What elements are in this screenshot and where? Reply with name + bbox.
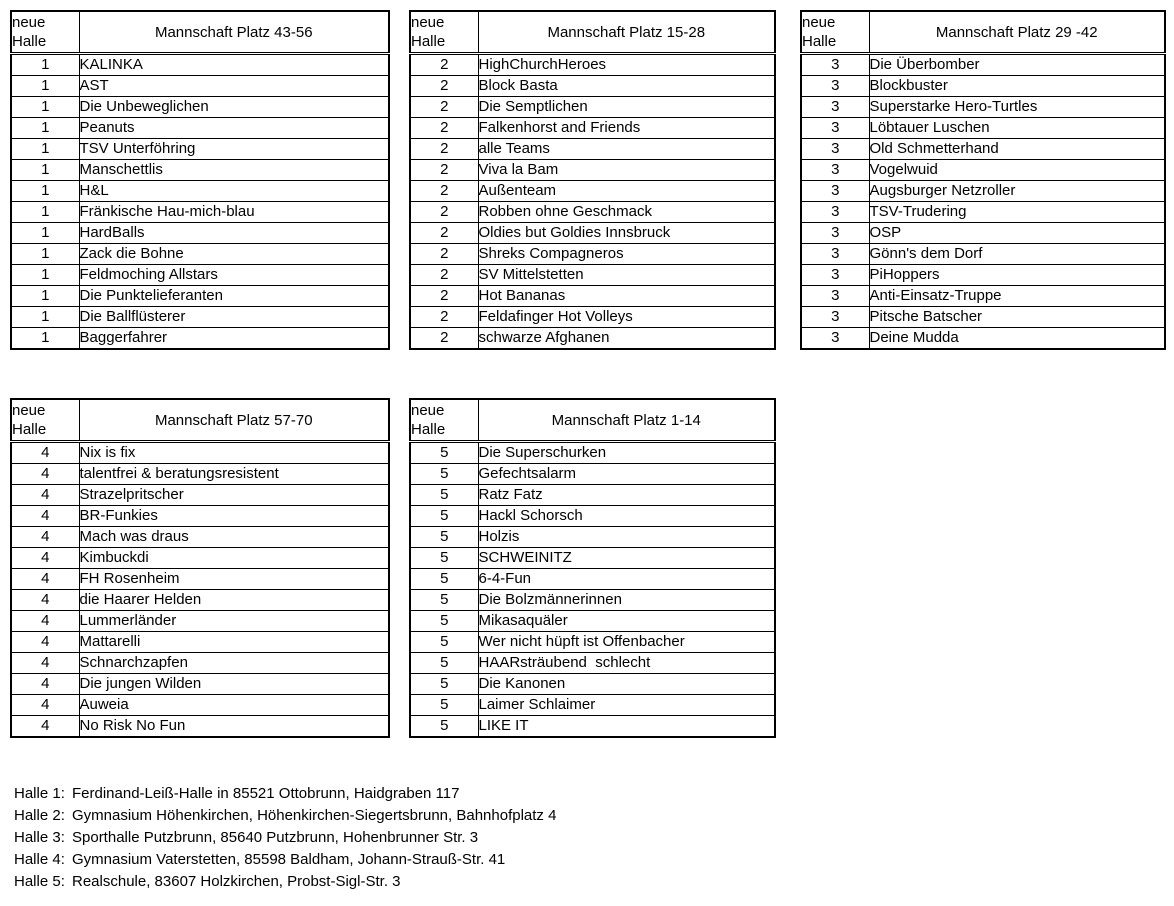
team-row [11,286,389,307]
team-name-cell: Wer nicht hüpft ist Offenbacher [478,632,775,653]
hall-number-cell: 5 [410,611,478,632]
team-row [801,265,1165,286]
hall-number-cell: 4 [11,506,79,527]
header-mannschaft-platz: Mannschaft Platz 1-14 [478,399,775,442]
team-name-cell: Die Bolzmännerinnen [478,590,775,611]
team-row [410,695,775,716]
team-name-cell: HighChurchHeroes [478,54,775,76]
table-body [801,54,1165,350]
hall-number-cell: 5 [410,653,478,674]
header-row [410,399,775,442]
team-row [410,464,775,485]
team-row [801,223,1165,244]
team-row [410,223,775,244]
team-row [11,632,389,653]
team-name-cell: Feldmoching Allstars [79,265,389,286]
team-row [801,97,1165,118]
hall-number-cell: 5 [410,569,478,590]
hall-number-cell: 2 [410,223,478,244]
hall-label: Halle 1: [14,785,65,802]
header-neue-halle: neue Halle [11,11,79,54]
hall-number-cell: 3 [801,244,869,265]
team-name-cell: Die jungen Wilden [79,674,389,695]
team-row [410,442,775,464]
hall-number-cell: 5 [410,548,478,569]
hall-number-cell: 4 [11,590,79,611]
hall-number-cell: 4 [11,611,79,632]
team-row [801,54,1165,76]
hall-number-cell: 1 [11,244,79,265]
team-name-cell: Fränkische Hau-mich-blau [79,202,389,223]
team-row [410,674,775,695]
hall-number-cell: 4 [11,548,79,569]
team-name-cell: KALINKA [79,54,389,76]
team-row [801,139,1165,160]
team-name-cell: 6-4-Fun [478,569,775,590]
header-row [801,11,1165,54]
team-row [801,76,1165,97]
hall-number-cell: 1 [11,265,79,286]
team-row [410,307,775,328]
hall-number-cell: 4 [11,464,79,485]
team-row [11,506,389,527]
team-row [410,569,775,590]
team-row [410,632,775,653]
hall-number-cell: 3 [801,265,869,286]
team-name-cell: Gefechtsalarm [478,464,775,485]
hall-number-cell: 5 [410,590,478,611]
team-name-cell: Mattarelli [79,632,389,653]
team-row [801,244,1165,265]
team-name-cell: Vogelwuid [869,160,1165,181]
hall-number-cell: 2 [410,244,478,265]
hall-number-cell: 5 [410,442,478,464]
team-name-cell: AST [79,76,389,97]
team-name-cell: SCHWEINITZ [478,548,775,569]
hall-table-platz-29-42 [800,10,1166,350]
team-name-cell: Strazelpritscher [79,485,389,506]
hall-label: Halle 5: [14,873,65,890]
hall-table-platz-15-28 [409,10,776,350]
hall-number-cell: 2 [410,97,478,118]
table-body [11,54,389,350]
hall-number-cell: 2 [410,160,478,181]
team-name-cell: Löbtauer Luschen [869,118,1165,139]
header-neue-halle: neue Halle [410,399,478,442]
hall-number-cell: 5 [410,485,478,506]
hall-number-cell: 4 [11,527,79,548]
team-row [11,160,389,181]
header-row [11,11,389,54]
table-header [410,399,775,442]
team-name-cell: Die Unbeweglichen [79,97,389,118]
hall-number-cell: 5 [410,632,478,653]
team-row [410,97,775,118]
table-body [410,442,775,738]
hall-address: Gymnasium Höhenkirchen, Höhenkirchen-Siegertsbrunn, Bahnhofplatz 4 [72,807,557,824]
team-name-cell: Manschettlis [79,160,389,181]
hall-address-line [14,783,556,805]
team-name-cell: Außenteam [478,181,775,202]
hall-number-cell: 4 [11,674,79,695]
team-name-cell: Die Überbomber [869,54,1165,76]
hall-number-cell: 3 [801,97,869,118]
hall-number-cell: 4 [11,653,79,674]
team-row [801,328,1165,350]
header-mannschaft-platz: Mannschaft Platz 29 -42 [869,11,1165,54]
team-row [11,244,389,265]
hall-number-cell: 4 [11,632,79,653]
hall-number-cell: 5 [410,716,478,738]
team-row [11,485,389,506]
hall-label: Halle 4: [14,851,65,868]
header-mannschaft-platz: Mannschaft Platz 43-56 [79,11,389,54]
hall-number-cell: 4 [11,485,79,506]
team-name-cell: OSP [869,223,1165,244]
hall-label: Halle 2: [14,807,65,824]
team-name-cell: Schnarchzapfen [79,653,389,674]
team-name-cell: HardBalls [79,223,389,244]
team-row [410,265,775,286]
hall-number-cell: 4 [11,442,79,464]
team-name-cell: Ratz Fatz [478,485,775,506]
header-mannschaft-platz: Mannschaft Platz 15-28 [478,11,775,54]
team-name-cell: Auweia [79,695,389,716]
hall-number-cell: 3 [801,181,869,202]
team-row [801,307,1165,328]
team-name-cell: Pitsche Batscher [869,307,1165,328]
team-name-cell: Die Semptlichen [478,97,775,118]
hall-number-cell: 2 [410,328,478,350]
team-name-cell: Baggerfahrer [79,328,389,350]
team-name-cell: Kimbuckdi [79,548,389,569]
team-row [410,611,775,632]
team-row [11,76,389,97]
hall-number-cell: 3 [801,223,869,244]
hall-address: Ferdinand-Leiß-Halle in 85521 Ottobrunn, Haidgraben 117 [72,785,460,802]
hall-number-cell: 2 [410,202,478,223]
team-row [11,97,389,118]
team-row [410,181,775,202]
hall-number-cell: 2 [410,54,478,76]
hall-number-cell: 1 [11,97,79,118]
team-row [410,328,775,350]
hall-number-cell: 1 [11,286,79,307]
team-row [410,716,775,738]
team-name-cell: Robben ohne Geschmack [478,202,775,223]
team-row [11,223,389,244]
hall-label: Halle 3: [14,829,65,846]
table-header [410,11,775,54]
team-name-cell: talentfrei & beratungsresistent [79,464,389,485]
hall-number-cell: 1 [11,139,79,160]
team-row [410,54,775,76]
table-header [801,11,1165,54]
hall-number-cell: 1 [11,307,79,328]
team-name-cell: LIKE IT [478,716,775,738]
team-name-cell: Die Ballflüsterer [79,307,389,328]
team-row [410,76,775,97]
team-row [410,506,775,527]
team-row [410,653,775,674]
hall-address-line [14,827,556,849]
team-name-cell: TSV Unterföhring [79,139,389,160]
team-name-cell: die Haarer Helden [79,590,389,611]
header-row [11,399,389,442]
hall-number-cell: 1 [11,118,79,139]
team-name-cell: Hot Bananas [478,286,775,307]
hall-address-line [14,805,556,827]
team-row [11,653,389,674]
hall-address: Realschule, 83607 Holzkirchen, Probst-Sigl-Str. 3 [72,873,401,890]
team-name-cell: Blockbuster [869,76,1165,97]
hall-address-line [14,871,556,893]
team-row [410,202,775,223]
team-name-cell: Block Basta [478,76,775,97]
team-row [11,139,389,160]
team-name-cell: Laimer Schlaimer [478,695,775,716]
team-row [410,160,775,181]
hall-number-cell: 2 [410,181,478,202]
hall-number-cell: 5 [410,674,478,695]
hall-number-cell: 1 [11,54,79,76]
team-name-cell: Shreks Compagneros [478,244,775,265]
team-name-cell: Holzis [478,527,775,548]
team-row [11,464,389,485]
hall-number-cell: 1 [11,328,79,350]
hall-number-cell: 1 [11,181,79,202]
team-row [410,244,775,265]
team-name-cell: Viva la Bam [478,160,775,181]
team-row [801,181,1165,202]
header-neue-halle: neue Halle [410,11,478,54]
hall-number-cell: 3 [801,307,869,328]
team-row [410,527,775,548]
team-name-cell: Oldies but Goldies Innsbruck [478,223,775,244]
team-row [410,118,775,139]
hall-number-cell: 5 [410,506,478,527]
header-neue-halle: neue Halle [11,399,79,442]
hall-number-cell: 1 [11,223,79,244]
team-name-cell: Die Kanonen [478,674,775,695]
hall-number-cell: 5 [410,527,478,548]
team-row [11,674,389,695]
hall-number-cell: 2 [410,76,478,97]
hall-number-cell: 3 [801,202,869,223]
team-row [410,590,775,611]
team-name-cell: schwarze Afghanen [478,328,775,350]
hall-number-cell: 4 [11,569,79,590]
header-row [410,11,775,54]
team-row [11,569,389,590]
team-row [410,286,775,307]
team-row [801,160,1165,181]
header-neue-halle: neue Halle [801,11,869,54]
hall-address: Sporthalle Putzbrunn, 85640 Putzbrunn, Hohenbrunner Str. 3 [72,829,479,846]
team-name-cell: PiHoppers [869,265,1165,286]
team-name-cell: Deine Mudda [869,328,1165,350]
hall-number-cell: 2 [410,286,478,307]
hall-number-cell: 3 [801,76,869,97]
hall-number-cell: 4 [11,695,79,716]
table-header [11,11,389,54]
hall-number-cell: 3 [801,118,869,139]
hall-number-cell: 3 [801,54,869,76]
team-row [410,485,775,506]
hall-address: Gymnasium Vaterstetten, 85598 Baldham, Johann-Strauß-Str. 41 [72,851,506,868]
team-row [11,527,389,548]
team-name-cell: Gönn's dem Dorf [869,244,1165,265]
hall-number-cell: 2 [410,307,478,328]
team-row [11,611,389,632]
team-name-cell: H&L [79,181,389,202]
hall-number-cell: 1 [11,160,79,181]
team-name-cell: Peanuts [79,118,389,139]
team-row [801,118,1165,139]
hall-number-cell: 3 [801,160,869,181]
team-name-cell: Die Superschurken [478,442,775,464]
team-name-cell: Zack die Bohne [79,244,389,265]
team-row [11,590,389,611]
team-name-cell: Mikasaquäler [478,611,775,632]
team-name-cell: Augsburger Netzroller [869,181,1165,202]
team-name-cell: No Risk No Fun [79,716,389,738]
team-row [801,202,1165,223]
hall-number-cell: 3 [801,286,869,307]
team-row [11,202,389,223]
team-name-cell: Lummerländer [79,611,389,632]
team-row [11,328,389,350]
header-mannschaft-platz: Mannschaft Platz 57-70 [79,399,389,442]
hall-number-cell: 2 [410,139,478,160]
team-name-cell: SV Mittelstetten [478,265,775,286]
hall-number-cell: 5 [410,464,478,485]
hall-number-cell: 1 [11,76,79,97]
team-row [11,548,389,569]
team-row [801,286,1165,307]
team-row [11,118,389,139]
team-row [11,265,389,286]
hall-number-cell: 1 [11,202,79,223]
team-row [11,695,389,716]
hall-number-cell: 2 [410,118,478,139]
team-name-cell: Die Punktelieferanten [79,286,389,307]
team-name-cell: BR-Funkies [79,506,389,527]
hall-table-platz-57-70 [10,398,390,738]
hall-address-legend [14,783,556,893]
team-row [410,548,775,569]
hall-table-platz-1-14 [409,398,776,738]
team-name-cell: Anti-Einsatz-Truppe [869,286,1165,307]
team-name-cell: Nix is fix [79,442,389,464]
hall-number-cell: 3 [801,139,869,160]
team-name-cell: FH Rosenheim [79,569,389,590]
table-header [11,399,389,442]
hall-address-line [14,849,556,871]
team-row [410,139,775,160]
team-name-cell: alle Teams [478,139,775,160]
team-name-cell: Hackl Schorsch [478,506,775,527]
table-body [410,54,775,350]
team-name-cell: Feldafinger Hot Volleys [478,307,775,328]
team-row [11,716,389,738]
hall-number-cell: 2 [410,265,478,286]
team-row [11,442,389,464]
hall-table-platz-43-56 [10,10,390,350]
team-row [11,181,389,202]
team-name-cell: HAARsträubend schlecht [478,653,775,674]
hall-number-cell: 5 [410,695,478,716]
table-body [11,442,389,738]
hall-number-cell: 3 [801,328,869,350]
team-name-cell: Mach was draus [79,527,389,548]
hall-number-cell: 4 [11,716,79,738]
team-name-cell: Superstarke Hero-Turtles [869,97,1165,118]
team-row [11,54,389,76]
team-row [11,307,389,328]
team-name-cell: TSV-Trudering [869,202,1165,223]
team-name-cell: Falkenhorst and Friends [478,118,775,139]
team-name-cell: Old Schmetterhand [869,139,1165,160]
